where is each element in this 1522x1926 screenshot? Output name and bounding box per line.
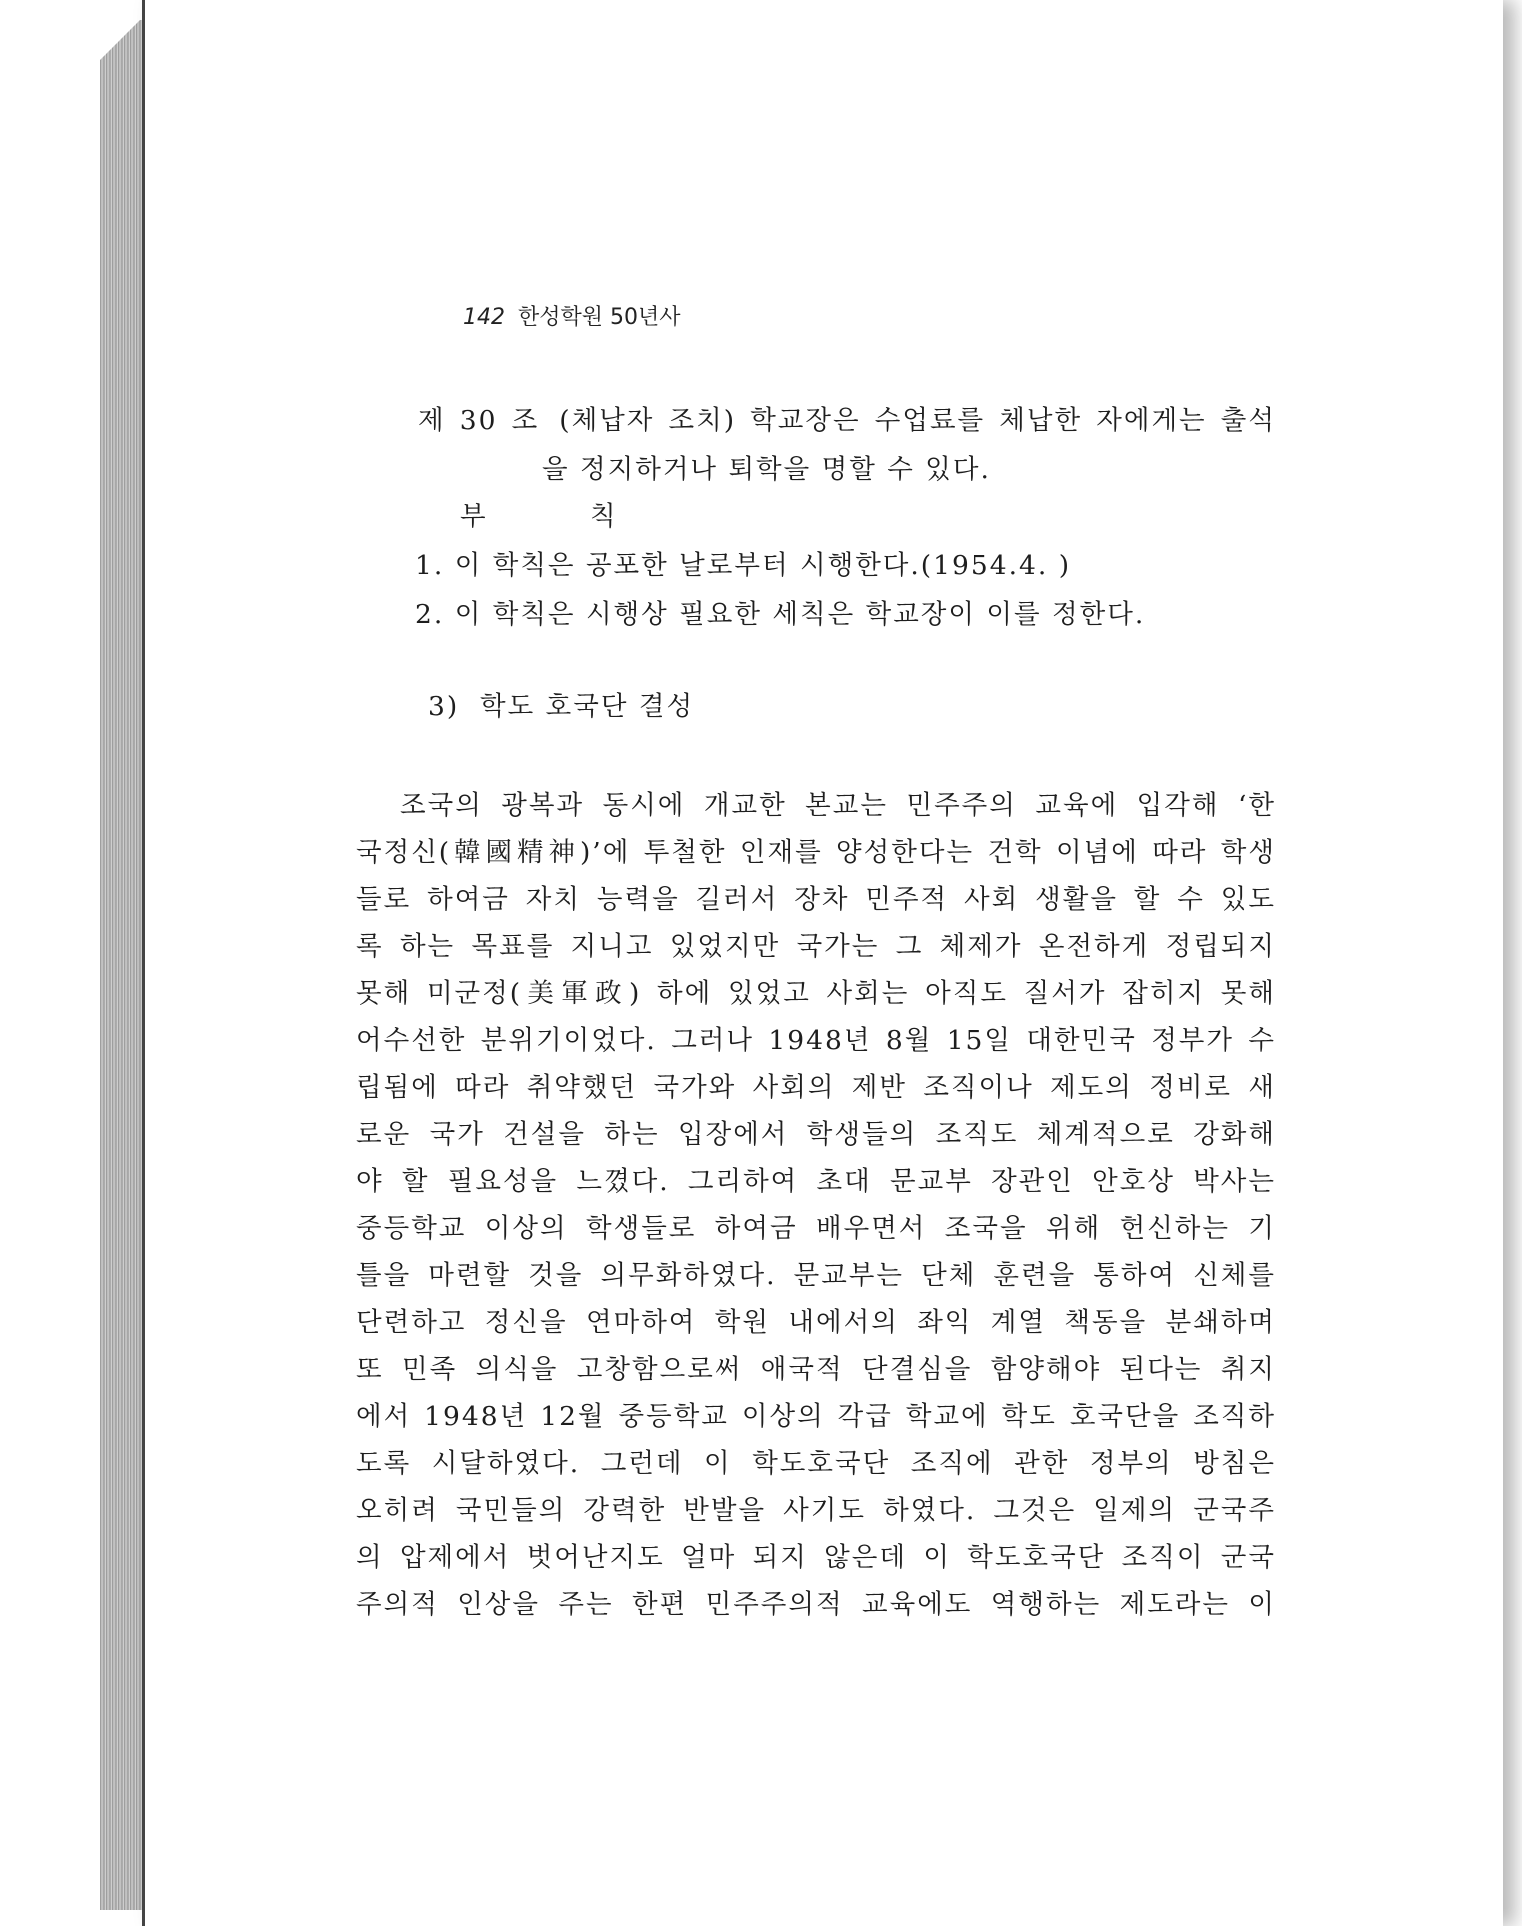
body-line-11: 틀을 마련할 것을 의무화하였다. 문교부는 단체 훈련을 통하여 신체를 [356, 1260, 1276, 1291]
body-line-10: 중등학교 이상의 학생들로 하여금 배우면서 조국을 위해 헌신하는 기 [356, 1213, 1276, 1244]
running-header [463, 300, 681, 331]
body-line-7: 립됨에 따라 취약했던 국가와 사회의 제반 조직이나 제도의 정비로 새 [356, 1072, 1276, 1103]
body-line-4: 록 하는 목표를 지니고 있었지만 국가는 그 체제가 온전하게 정립되지 [356, 931, 1276, 962]
body-line-16: 오히려 국민들의 강력한 반발을 사기도 하였다. 그것은 일제의 군국주 [356, 1495, 1276, 1526]
body-line-13: 또 민족 의식을 고창함으로써 애국적 단결심을 함양해야 된다는 취지 [356, 1354, 1276, 1385]
section-heading: 3) 학도 호국단 결성 [428, 691, 695, 722]
body-line-9: 야 할 필요성을 느꼈다. 그리하여 초대 문교부 장관인 안호상 박사는 [356, 1166, 1276, 1197]
article-label: 제 30 조 [418, 405, 540, 436]
supplementary-title-1: 부 [460, 501, 488, 532]
body-line-18: 주의적 인상을 주는 한편 민주주의적 교육에도 역행하는 제도라는 이 [356, 1589, 1276, 1620]
book-title: 한성학원 50년사 [518, 305, 681, 330]
page-number: 142 [463, 305, 505, 330]
article-30-line-2: 을 정지하거나 퇴학을 명할 수 있다. [542, 454, 991, 485]
supplementary-item-1: 1. 이 학칙은 공포한 날로부터 시행한다.(1954.4. ) [415, 550, 1072, 581]
body-line-6: 어수선한 분위기이었다. 그러나 1948년 8월 15일 대한민국 정부가 수 [356, 1025, 1276, 1056]
book-page [142, 0, 1503, 1926]
article-text-1: (체납자 조치) 학교장은 수업료를 체납한 자에게는 출석 [559, 405, 1277, 436]
book-page-edges [100, 20, 146, 1910]
body-line-14: 에서 1948년 12월 중등학교 이상의 각급 학교에 학도 호국단을 조직하 [356, 1401, 1276, 1432]
body-line-15: 도록 시달하였다. 그런데 이 학도호국단 조직에 관한 정부의 방침은 [356, 1448, 1276, 1479]
article-30-line-1 [418, 398, 1276, 437]
body-line-5: 못해 미군정(美軍政) 하에 있었고 사회는 아직도 질서가 잡히지 못해 [356, 978, 1276, 1009]
body-line-8: 로운 국가 건설을 하는 입장에서 학생들의 조직도 체계적으로 강화해 [356, 1119, 1276, 1150]
supplementary-title-2: 칙 [590, 501, 618, 532]
body-line-2: 국정신(韓國精神)’에 투철한 인재를 양성한다는 건학 이념에 따라 학생 [356, 837, 1276, 868]
body-line-17: 의 압제에서 벗어난지도 얼마 되지 않은데 이 학도호국단 조직이 군국 [356, 1542, 1276, 1573]
supplementary-item-2: 2. 이 학칙은 시행상 필요한 세칙은 학교장이 이를 정한다. [415, 599, 1146, 630]
body-line-1: 조국의 광복과 동시에 개교한 본교는 민주주의 교육에 입각해 ‘한 [400, 790, 1276, 821]
body-line-3: 들로 하여금 자치 능력을 길러서 장차 민주적 사회 생활을 할 수 있도 [356, 884, 1276, 915]
body-line-12: 단련하고 정신을 연마하여 학원 내에서의 좌익 계열 책동을 분쇄하며 [356, 1307, 1276, 1338]
